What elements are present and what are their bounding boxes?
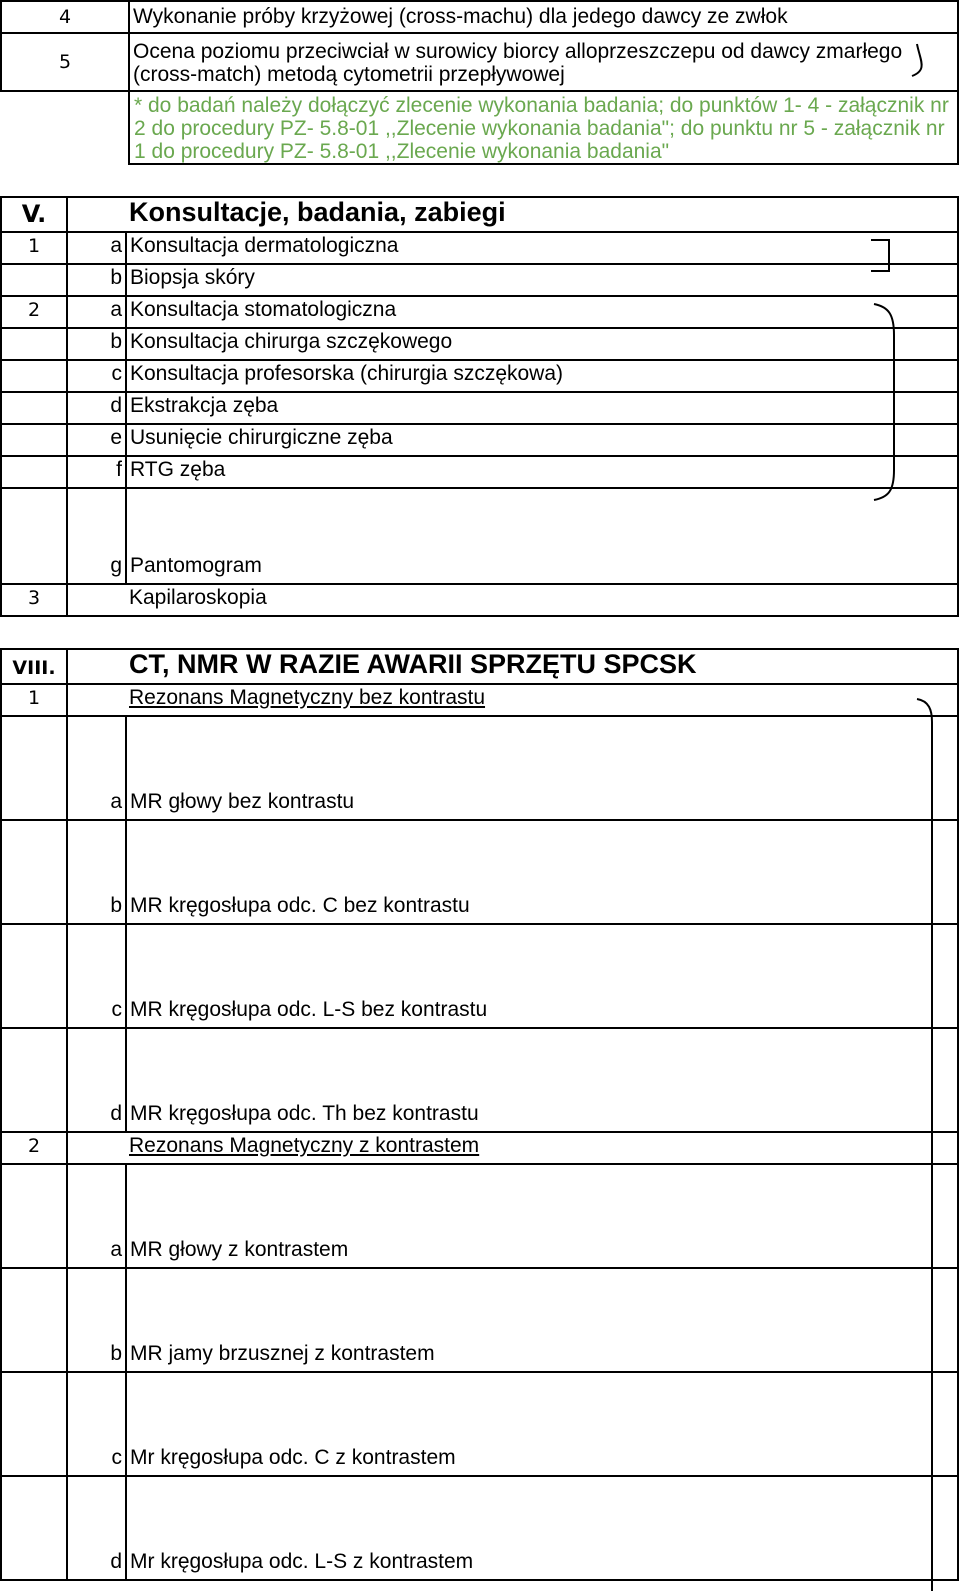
row-text: RTG zęba [126, 456, 958, 488]
row-letter: d [67, 392, 126, 424]
table-row [1, 1028, 958, 1132]
table-row [1, 584, 958, 616]
table-row [1, 488, 958, 584]
table-row [1, 1268, 958, 1372]
row-letter: d [67, 1028, 126, 1132]
table-row [1, 328, 958, 360]
section-header [1, 197, 958, 232]
row-number [1, 424, 67, 456]
row-text: Konsultacja stomatologiczna [126, 296, 958, 328]
section-title: CT, NMR W RAZIE AWARII SPRZĘTU SPCSK [126, 649, 958, 684]
row-number [1, 716, 67, 820]
row-text: Rezonans Magnetyczny z kontrastem [126, 1132, 958, 1164]
row-number: 2 [1, 296, 67, 328]
row-letter: c [67, 360, 126, 392]
row-number [1, 820, 67, 924]
table-row [1, 684, 958, 716]
procedure-note: * do badań należy dołączyć zlecenie wykonania badania; do punktów 1- 4 - załącznik nr 2 do procedury PZ- 5.8-01 ,,Zlecenie wykonania badania"; do punktu nr 5 - załącznik nr 1 do procedury PZ- 5.8-01 ,,Zlecenie wykonania badania" [129, 91, 958, 164]
section-viii-table [0, 648, 959, 1581]
row-letter: g [67, 488, 126, 584]
row-letter: c [67, 1372, 126, 1476]
row-number: 1 [1, 684, 67, 716]
top-table [0, 0, 959, 165]
row-text: Rezonans Magnetyczny bez kontrastu [126, 684, 958, 716]
row-text: Kapilaroskopia [126, 584, 958, 616]
row-number: 5 [1, 33, 129, 91]
table-row [1, 360, 958, 392]
row-number: 1 [1, 232, 67, 264]
row-text-line: (cross-match) metodą cytometrii przepływowej [133, 62, 565, 86]
row-text-line: Ocena poziomu przeciwciał w surowicy biorcy alloprzeszczepu od dawcy zmarłego [133, 39, 903, 63]
row-number [1, 360, 67, 392]
section-number: V. [1, 197, 67, 232]
row-text: Usunięcie chirurgiczne zęba [126, 424, 958, 456]
empty-cell [67, 649, 126, 684]
empty-cell [67, 197, 126, 232]
row-text: MR kręgosłupa odc. L-S bez kontrastu [126, 924, 958, 1028]
row-number [1, 1372, 67, 1476]
table-row [1, 33, 958, 91]
table-row [1, 91, 958, 164]
row-text: Konsultacja dermatologiczna [126, 232, 958, 264]
table-row [1, 392, 958, 424]
row-text: Mr kręgosłupa odc. C z kontrastem [126, 1372, 958, 1476]
row-text: Konsultacja chirurga szczękowego [126, 328, 958, 360]
row-text: Biopsja skóry [126, 264, 958, 296]
row-text: MR kręgosłupa odc. C bez kontrastu [126, 820, 958, 924]
row-letter: f [67, 456, 126, 488]
row-text: MR głowy bez kontrastu [126, 716, 958, 820]
row-number: 4 [1, 1, 129, 33]
table-row [1, 424, 958, 456]
row-letter [67, 684, 126, 716]
row-number [1, 488, 67, 584]
row-letter: a [67, 716, 126, 820]
table-row [1, 296, 958, 328]
table-row [1, 1476, 958, 1580]
section-number: VIII. [1, 649, 67, 684]
row-letter [67, 584, 126, 616]
table-row [1, 264, 958, 296]
row-letter: b [67, 264, 126, 296]
row-text: Ekstrakcja zęba [126, 392, 958, 424]
row-letter: b [67, 328, 126, 360]
row-text: Wykonanie próby krzyżowej (cross-machu) dla jedego dawcy ze zwłok [129, 1, 958, 33]
section-header [1, 649, 958, 684]
row-number [1, 328, 67, 360]
row-number [1, 1028, 67, 1132]
row-text: MR kręgosłupa odc. Th bez kontrastu [126, 1028, 958, 1132]
table-row [1, 1132, 958, 1164]
table-row [1, 1164, 958, 1268]
row-number: 2 [1, 1132, 67, 1164]
row-text: MR jamy brzusznej z kontrastem [126, 1268, 958, 1372]
row-text [129, 33, 958, 91]
row-letter: b [67, 820, 126, 924]
table-row [1, 1, 958, 33]
section-title: Konsultacje, badania, zabiegi [126, 197, 958, 232]
row-text: Pantomogram [126, 488, 958, 584]
row-text: MR głowy z kontrastem [126, 1164, 958, 1268]
table-row [1, 456, 958, 488]
table-row [1, 820, 958, 924]
row-letter [67, 1132, 126, 1164]
row-text: Konsultacja profesorska (chirurgia szczękowa) [126, 360, 958, 392]
section-v-table [0, 196, 959, 617]
row-letter: a [67, 296, 126, 328]
table-row [1, 716, 958, 820]
table-row [1, 1372, 958, 1476]
row-letter: a [67, 232, 126, 264]
row-letter: a [67, 1164, 126, 1268]
row-number [1, 1476, 67, 1580]
empty-cell [1, 91, 129, 164]
row-letter: b [67, 1268, 126, 1372]
row-number [1, 264, 67, 296]
row-number [1, 1268, 67, 1372]
table-row [1, 924, 958, 1028]
row-number [1, 392, 67, 424]
row-letter: c [67, 924, 126, 1028]
row-text: Mr kręgosłupa odc. L-S z kontrastem [126, 1476, 958, 1580]
row-number: 3 [1, 584, 67, 616]
table-row [1, 232, 958, 264]
row-letter: e [67, 424, 126, 456]
row-number [1, 1164, 67, 1268]
row-letter: d [67, 1476, 126, 1580]
row-number [1, 456, 67, 488]
row-number [1, 924, 67, 1028]
